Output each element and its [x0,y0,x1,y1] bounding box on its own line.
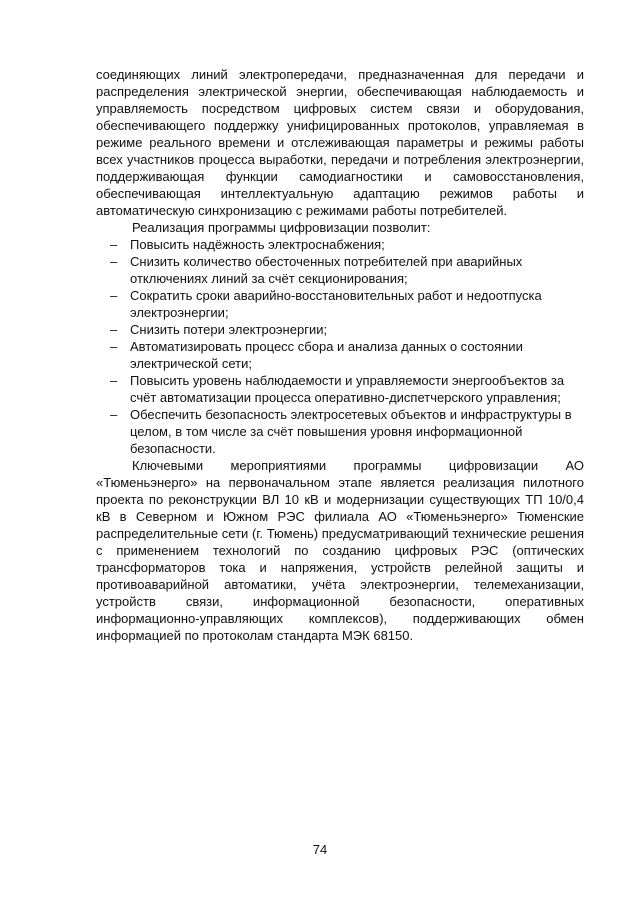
page-body [96,66,584,644]
dash-bullet: – [110,237,118,252]
list-item [110,406,584,457]
list-item [110,253,584,287]
dash-bullet: – [110,339,118,354]
list-item-text: Повысить надёжность электроснабжения; [130,237,385,252]
dash-bullet: – [110,373,118,388]
dash-bullet: – [110,407,118,422]
dash-bullet: – [110,254,118,269]
dash-bullet: – [110,288,118,303]
list-intro: Реализация программы цифровизации позволит: [132,220,431,235]
benefits-list [96,236,584,457]
dash-bullet: – [110,322,118,337]
list-item [110,372,584,406]
list-item [110,338,584,372]
page-number: 74 [312,842,328,857]
list-item [110,321,584,338]
list-item-text: Снизить потери электроэнергии; [130,322,328,337]
list-item-text: Повысить уровень наблюдаемости и управляемости энергообъектов за счёт автоматизации процесса оперативно-диспетчерского управления; [130,373,565,405]
list-item-text: Обеспечить безопасность электросетевых объектов и инфраструктуры в целом, в том числе за счёт повышения уровня информационной безопасности. [130,407,572,456]
list-item [110,287,584,321]
paragraph-key-measures: Ключевыми мероприятиями программы цифровизации АО «Тюменьэнерго» на первоначальном этапе является реализация пилотного проекта по реконструкции ВЛ 10 кВ и модернизации существующих ТП 10/0,4 кВ в Северном и Южном РЭС филиала АО «Тюменьэнерго» Тюменские распределительные сети (г. Тюмень) предусматривающий технические решения с применением технологий по созданию цифровых РЭС (оптических трансформаторов тока и напряжения, устройств релейной защиты и противоаварийной автоматики, учёта электроэнергии, телемеханизации, устройств связи, информационной безопасности, оперативных информационно-управляющих комплексов), поддерживающих обмен информацией по протоколам стандарта МЭК 68150. [96,458,584,643]
list-item-text: Сократить сроки аварийно-восстановительных работ и недоотпуска электроэнергии; [130,288,542,320]
paragraph-intro: соединяющих линий электропередачи, предназначенная для передачи и распределения электрической энергии, обеспечивающая наблюдаемость и управляемость посредством цифровых систем связи и оборудования, обеспечивающего поддержку унифицированных протоколов, управляемая в режиме реального времени и отслеживающая параметры и режимы работы всех участников процесса выработки, передачи и потребления электроэнергии, поддерживающая функции самодиагностики и самовосстановления, обеспечивающая интеллектуальную адаптацию режимов работы и автоматическую синхронизацию с режимами работы потребителей. [96,67,584,218]
list-item-text: Автоматизировать процесс сбора и анализа данных о состоянии электрической сети; [130,339,523,371]
list-item [110,236,584,253]
list-item-text: Снизить количество обесточенных потребителей при аварийных отключениях линий за счёт секционирования; [130,254,523,286]
